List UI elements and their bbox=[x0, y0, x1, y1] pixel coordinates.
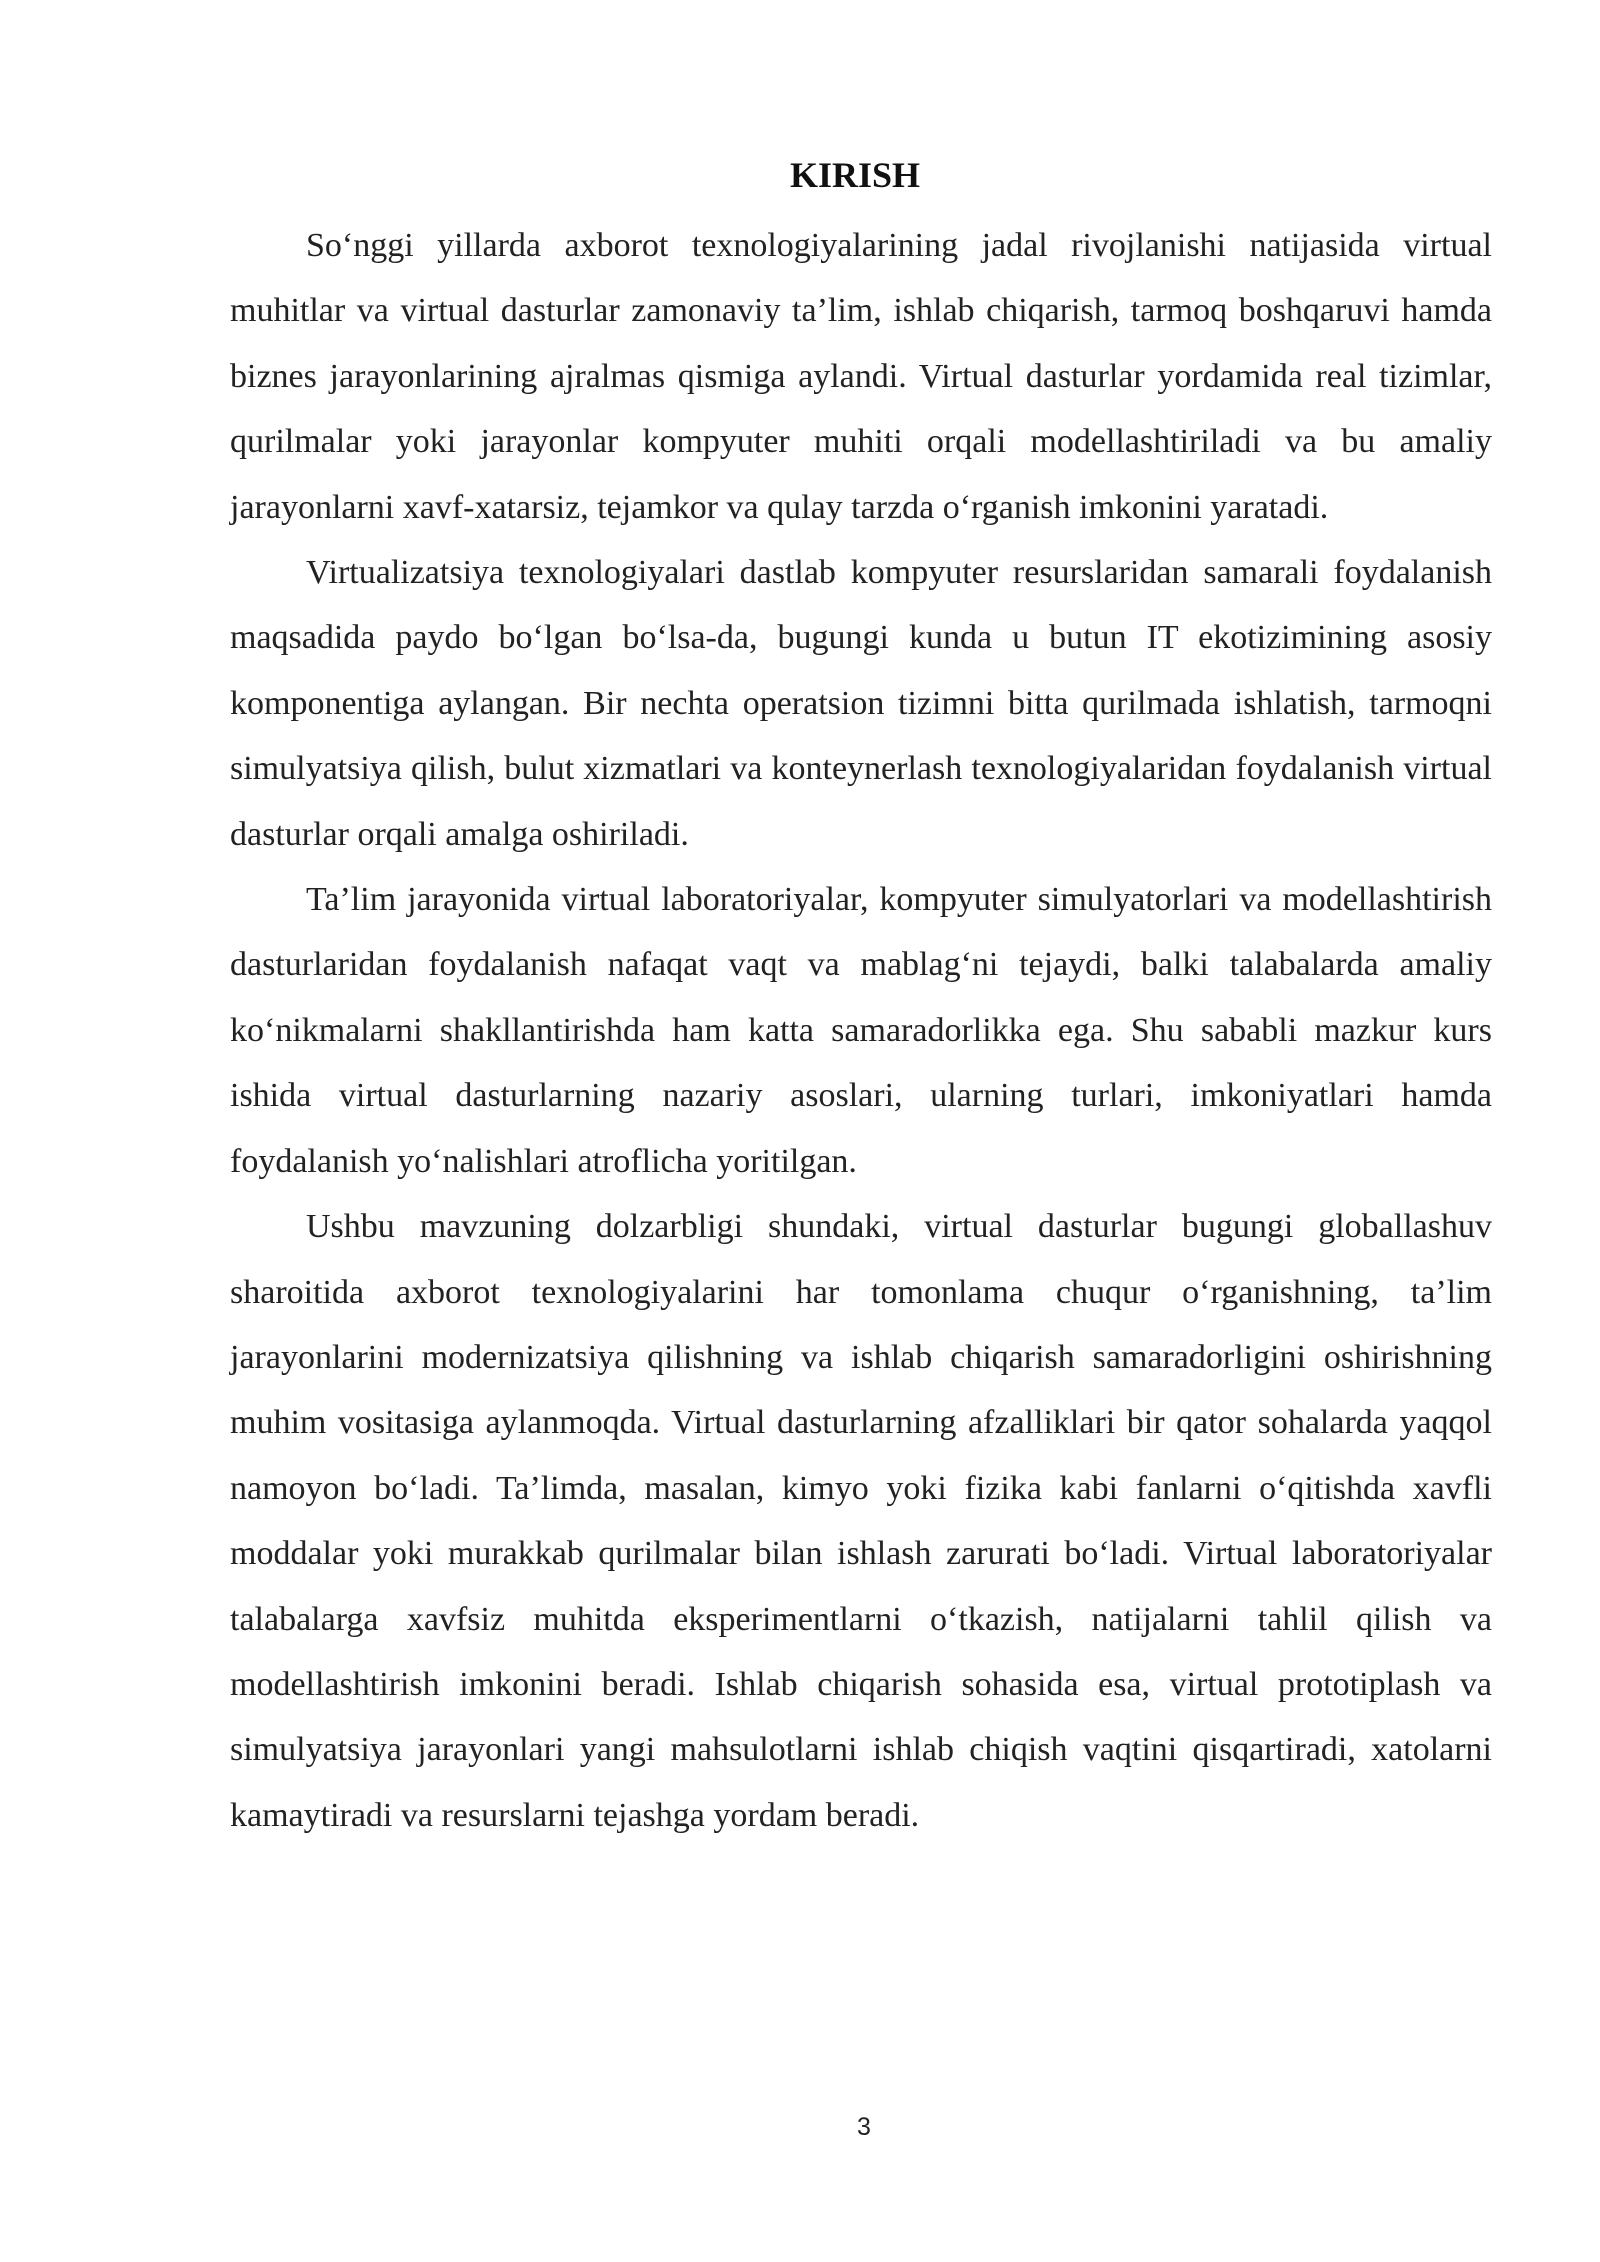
section-heading: KIRISH bbox=[789, 155, 921, 195]
paragraph-1: So‘nggi yillarda axborot texnologiyalarining jadal rivojlanishi natijasida virtual muhitlar va virtual dasturlar zamonaviy ta’lim, ishlab chiqarish, tarmoq boshqaruvi hamda biznes jarayonlarining ajralmas qismiga aylandi. Virtual dasturlar yordamida real tizimlar, qurilmalar yoki jarayonlar kompyuter muhiti orqali modellashtiriladi va bu amaliy jarayonlarni xavf-xatarsiz, tejamkor va qulay tarzda o‘rganish imkonini yaratadi. bbox=[230, 227, 1492, 526]
paragraph-4: Ushbu mavzuning dolzarbligi shundaki, virtual dasturlar bugungi globallashuv sharoitida axborot texnologiyalarini har tomonlama chuqur o‘rganishning, ta’lim jarayonlarini modernizatsiya qilishning va ishlab chiqarish samaradorligini oshirishning muhim vositasiga aylanmoqda. Virtual dasturlarning afzalliklari bir qator sohalarda yaqqol namoyon bo‘ladi. Ta’limda, masalan, kimyo yoki fizika kabi fanlarni o‘qitishda xavfli moddalar yoki murakkab qurilmalar bilan ishlash zarurati bo‘ladi. Virtual laboratoriyalar talabalarga xavfsiz muhitda eksperimentlarni o‘tkazish, natijalarni tahlil qilish va modellashtirish imkonini beradi. Ishlab chiqarish sohasida esa, virtual prototiplash va simulyatsiya jarayonlari yangi mahsulotlarni ishlab chiqish vaqtini qisqartiradi, xatolarni kamaytiradi va resurslarni tejashga yordam beradi. bbox=[230, 1208, 1492, 1834]
paragraph-2: Virtualizatsiya texnologiyalari dastlab kompyuter resurslaridan samarali foydalanish maqsadida paydo bo‘lgan bo‘lsa-da, bugungi kunda u butun IT ekotizimining asosiy komponentiga aylangan. Bir nechta operatsion tizimni bitta qurilmada ishlatish, tarmoqni simulyatsiya qilish, bulut xizmatlari va konteynerlash texnologiyalaridan foydalanish virtual dasturlar orqali amalga oshiriladi. bbox=[230, 554, 1492, 853]
paragraph-3: Ta’lim jarayonida virtual laboratoriyalar, kompyuter simulyatorlari va modellashtirish dasturlaridan foydalanish nafaqat vaqt va mablag‘ni tejaydi, balki talabalarda amaliy ko‘nikmalarni shakllantirishda ham katta samaradorlikka ega. Shu sababli mazkur kurs ishida virtual dasturlarning nazariy asoslari, ularning turlari, imkoniyatlari hamda foydalanish yo‘nalishlari atroflicha yoritilgan. bbox=[230, 881, 1492, 1180]
page-number: 3 bbox=[857, 2113, 871, 2141]
body-text bbox=[230, 213, 1492, 1848]
